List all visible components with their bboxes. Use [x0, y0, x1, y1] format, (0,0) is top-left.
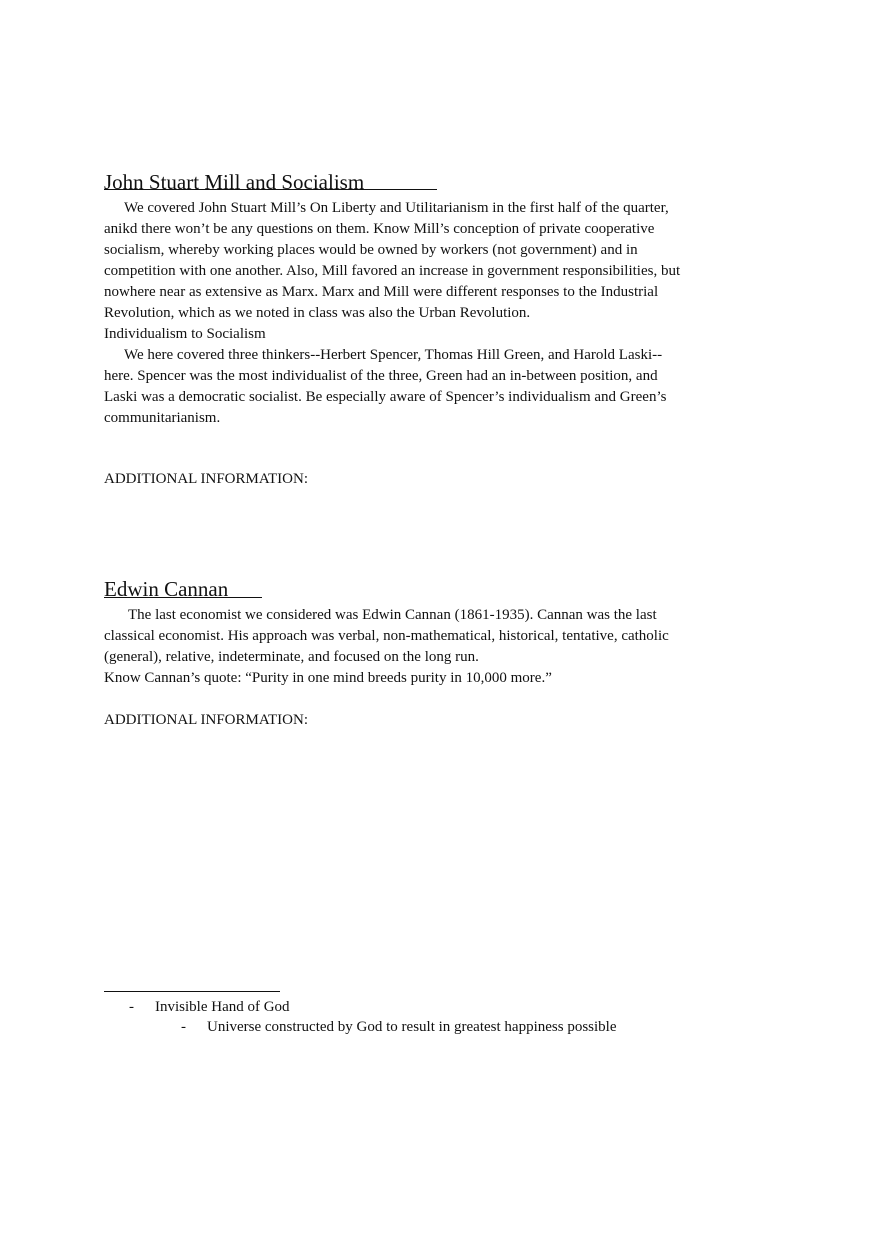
- footnote-item-2: Universe constructed by God to result in greatest happiness possible: [207, 1019, 617, 1035]
- section-heading-cannan: Edwin Cannan: [104, 577, 229, 601]
- mill-paragraph-line: anikd there won’t be any questions on them. Know Mill’s conception of private cooperative: [104, 221, 655, 237]
- mill-paragraph-line: socialism, whereby working places would be owned by workers (not government) and in: [104, 242, 638, 258]
- footnote-bullet-2: [181, 1017, 617, 1038]
- subheading-individualism: Individualism to Socialism: [104, 326, 266, 342]
- cannan-paragraph-line: The last economist we considered was Edwin Cannan (1861-1935). Cannan was the last: [128, 607, 657, 623]
- footnote-separator: [104, 991, 280, 992]
- mill-paragraph-line: nowhere near as extensive as Marx. Marx and Mill were different responses to the Industrial: [104, 284, 659, 300]
- mill-paragraph-line: We covered John Stuart Mill’s On Liberty and Utilitarianism in the first half of the quarter,: [124, 200, 669, 216]
- footnote-item-1: Invisible Hand of God: [155, 999, 290, 1015]
- heading-underline-mill: [104, 189, 437, 190]
- cannan-paragraph-line: classical economist. His approach was verbal, non-mathematical, historical, tentative, catholic: [104, 628, 669, 644]
- section-heading-mill: John Stuart Mill and Socialism: [104, 170, 365, 194]
- footnote-bullet-1: [129, 997, 290, 1018]
- individualism-paragraph-line: here. Spencer was the most individualist of the three, Green had an in-between position, and: [104, 368, 658, 384]
- mill-paragraph-line: Revolution, which as we noted in class was also the Urban Revolution.: [104, 305, 531, 321]
- cannan-paragraph-line: (general), relative, indeterminate, and focused on the long run.: [104, 649, 479, 665]
- cannan-paragraph: [104, 605, 724, 689]
- individualism-paragraph-line: communitarianism.: [104, 410, 221, 426]
- additional-information-label-cannan: ADDITIONAL INFORMATION:: [104, 712, 309, 728]
- individualism-paragraph-line: We here covered three thinkers--Herbert Spencer, Thomas Hill Green, and Harold Laski--: [124, 347, 663, 363]
- additional-information-label-mill: ADDITIONAL INFORMATION:: [104, 471, 309, 487]
- cannan-quote-line: Know Cannan’s quote: “Purity in one mind breeds purity in 10,000 more.”: [104, 670, 552, 686]
- mill-paragraph: [104, 198, 724, 429]
- bullet-dash: -: [181, 1019, 186, 1035]
- bullet-dash: -: [129, 999, 134, 1015]
- mill-paragraph-line: competition with one another. Also, Mill favored an increase in government responsibilities, but: [104, 263, 681, 279]
- heading-underline-cannan: [104, 597, 262, 598]
- individualism-paragraph-line: Laski was a democratic socialist. Be especially aware of Spencer’s individualism and Green’s: [104, 389, 667, 405]
